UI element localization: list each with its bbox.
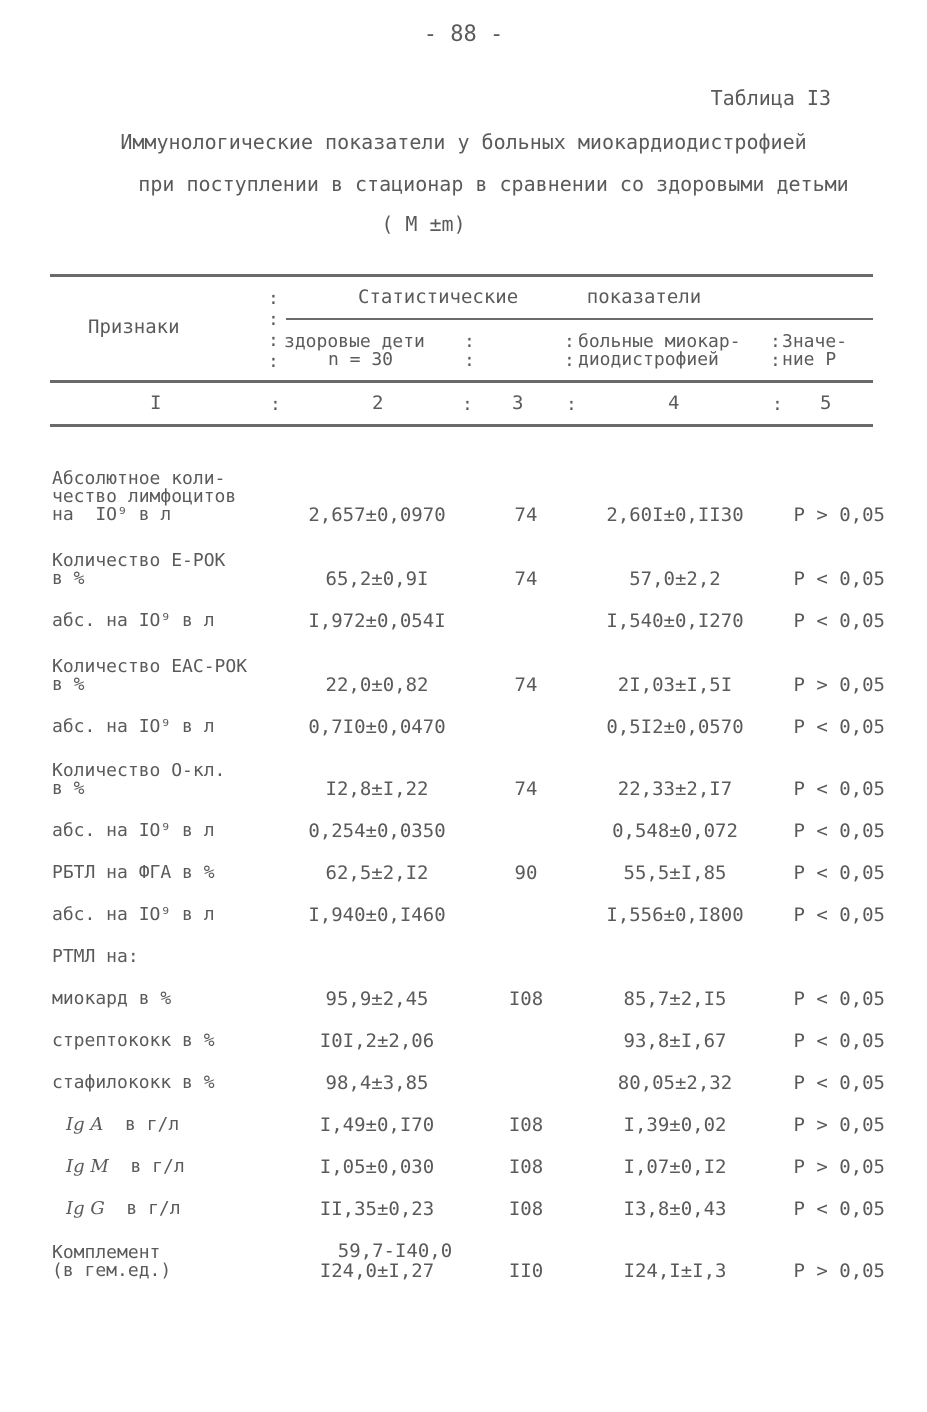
healthy-value: 98,4±3,85 <box>325 1072 429 1094</box>
p-value: P > 0,05 <box>793 504 885 526</box>
header-separator: : <box>462 394 473 415</box>
row-label: миокард в % <box>52 988 172 1009</box>
patients-value: 55,5±I,85 <box>623 862 727 884</box>
table-label: Таблица I3 <box>710 86 831 110</box>
count-value: II0 <box>508 1260 544 1282</box>
healthy-value: 22,0±0,82 <box>325 674 429 696</box>
patients-value: I3,8±0,43 <box>623 1198 727 1220</box>
header-separator: : <box>772 394 783 415</box>
healthy-value: 65,2±0,9I <box>325 568 429 590</box>
patients-value: 80,05±2,32 <box>617 1072 733 1094</box>
row-label: стафилококк в % <box>52 1072 215 1093</box>
header-separator: : <box>566 394 577 415</box>
patients-value: I,540±0,I270 <box>606 610 744 632</box>
count-value: I08 <box>508 1114 544 1136</box>
p-value: P > 0,05 <box>793 674 885 696</box>
row-label: абс. на IO⁹ в л <box>52 716 215 737</box>
column-number-5: 5 <box>820 392 832 414</box>
count-value: 74 <box>514 568 538 590</box>
p-value: P < 0,05 <box>793 820 885 842</box>
p-value: P < 0,05 <box>793 1030 885 1052</box>
count-value: I08 <box>508 988 544 1010</box>
row-label: Ig M в г/л <box>66 1156 185 1177</box>
patients-value: I,07±0,I2 <box>623 1156 727 1178</box>
count-value: 74 <box>514 504 538 526</box>
header-healthy-line-2: n = 30 <box>328 349 394 370</box>
healthy-range: 59,7-I40,0 <box>337 1240 453 1262</box>
patients-value: 22,33±2,I7 <box>617 778 733 800</box>
p-value: P < 0,05 <box>793 716 885 738</box>
row-label: абс. на IO⁹ в л <box>52 610 215 631</box>
healthy-value: I2,8±I,22 <box>325 778 429 800</box>
healthy-value: 2,657±0,0970 <box>308 504 446 526</box>
row-label: Комплемент (в гем.ед.) <box>52 1242 172 1281</box>
count-value: 90 <box>514 862 538 884</box>
p-value: P > 0,05 <box>793 1260 885 1282</box>
patients-value: I,556±0,I800 <box>606 904 744 926</box>
count-value: 74 <box>514 674 538 696</box>
p-value: P < 0,05 <box>793 1198 885 1220</box>
header-separator: : : <box>770 331 781 371</box>
healthy-value: 0,254±0,0350 <box>308 820 446 842</box>
row-label: Абсолютное коли- чество лимфоцитов на IO⁹ в л <box>52 468 237 525</box>
row-label: Ig G в г/л <box>66 1198 181 1219</box>
table-title-line-3: ( M ±m) <box>381 212 466 236</box>
header-separator: : <box>270 394 281 415</box>
header-patients-line-1: больные миокар- <box>578 331 741 352</box>
count-value: I08 <box>508 1198 544 1220</box>
patients-value: I24,I±I,3 <box>623 1260 727 1282</box>
header-p-line-2: ние Р <box>782 349 837 370</box>
p-value: P < 0,05 <box>793 778 885 800</box>
table-title-line-1: Иммунологические показатели у больных миокардиодистрофией <box>120 130 807 154</box>
column-number-1: I <box>150 392 162 414</box>
patients-value: 93,8±I,67 <box>623 1030 727 1052</box>
healthy-value: I,05±0,030 <box>319 1156 435 1178</box>
header-p-line-1: Значе- <box>782 331 848 352</box>
p-value: P < 0,05 <box>793 862 885 884</box>
row-label: абс. на IO⁹ в л <box>52 904 215 925</box>
patients-value: 0,5I2±0,0570 <box>606 716 744 738</box>
header-group-rule <box>286 318 873 320</box>
header-signs: Признаки <box>88 316 180 338</box>
p-value: P < 0,05 <box>793 904 885 926</box>
row-label: стрептококк в % <box>52 1030 215 1051</box>
column-number-2: 2 <box>372 392 384 414</box>
p-value: P < 0,05 <box>793 568 885 590</box>
row-label: абс. на IO⁹ в л <box>52 820 215 841</box>
healthy-value: 0,7I0±0,0470 <box>308 716 446 738</box>
header-patients-line-2: диодистрофией <box>578 349 719 370</box>
header-bottom-rule <box>50 380 873 383</box>
table-top-rule <box>50 274 873 277</box>
count-value: I08 <box>508 1156 544 1178</box>
header-separator: : : : : <box>268 288 279 372</box>
p-value: P < 0,05 <box>793 610 885 632</box>
row-label: РТМЛ на: <box>52 946 139 967</box>
p-value: P < 0,05 <box>793 1072 885 1094</box>
patients-value: 0,548±0,072 <box>612 820 738 842</box>
count-value: 74 <box>514 778 538 800</box>
header-separator: : : <box>464 331 475 371</box>
healthy-value: 62,5±2,I2 <box>325 862 429 884</box>
healthy-value: I,940±0,I460 <box>308 904 446 926</box>
row-label: Количество Е-РОК в % <box>52 550 226 589</box>
p-value: P > 0,05 <box>793 1114 885 1136</box>
header-healthy-line-1: здоровые дети <box>284 331 425 352</box>
row-label: РБТЛ на ФГА в % <box>52 862 215 883</box>
patients-value: 2,60I±0,II30 <box>606 504 744 526</box>
header-group: Статистические показатели <box>358 286 702 308</box>
column-number-4: 4 <box>668 392 680 414</box>
healthy-value: I,972±0,054I <box>308 610 446 632</box>
numbers-bottom-rule <box>50 424 873 427</box>
patients-value: 2I,03±I,5I <box>617 674 733 696</box>
header-separator: : : <box>564 331 575 371</box>
healthy-value: 95,9±2,45 <box>325 988 429 1010</box>
patients-value: 85,7±2,I5 <box>623 988 727 1010</box>
healthy-value: II,35±0,23 <box>319 1198 435 1220</box>
row-label: Количество О-кл. в % <box>52 760 226 799</box>
healthy-value: I0I,2±2,06 <box>319 1030 435 1052</box>
healthy-value: I,49±0,I70 <box>319 1114 435 1136</box>
table-title-line-2: при поступлении в стационар в сравнении со здоровыми детьми <box>138 172 849 196</box>
p-value: P < 0,05 <box>793 988 885 1010</box>
column-number-3: 3 <box>512 392 524 414</box>
patients-value: 57,0±2,2 <box>629 568 721 590</box>
row-label: Ig A в г/л <box>66 1114 180 1135</box>
row-label: Количество ЕАС-РОК в % <box>52 656 248 695</box>
p-value: P > 0,05 <box>793 1156 885 1178</box>
patients-value: I,39±0,02 <box>623 1114 727 1136</box>
healthy-value: I24,0±I,27 <box>319 1260 435 1282</box>
page-number: - 88 - <box>423 22 504 47</box>
